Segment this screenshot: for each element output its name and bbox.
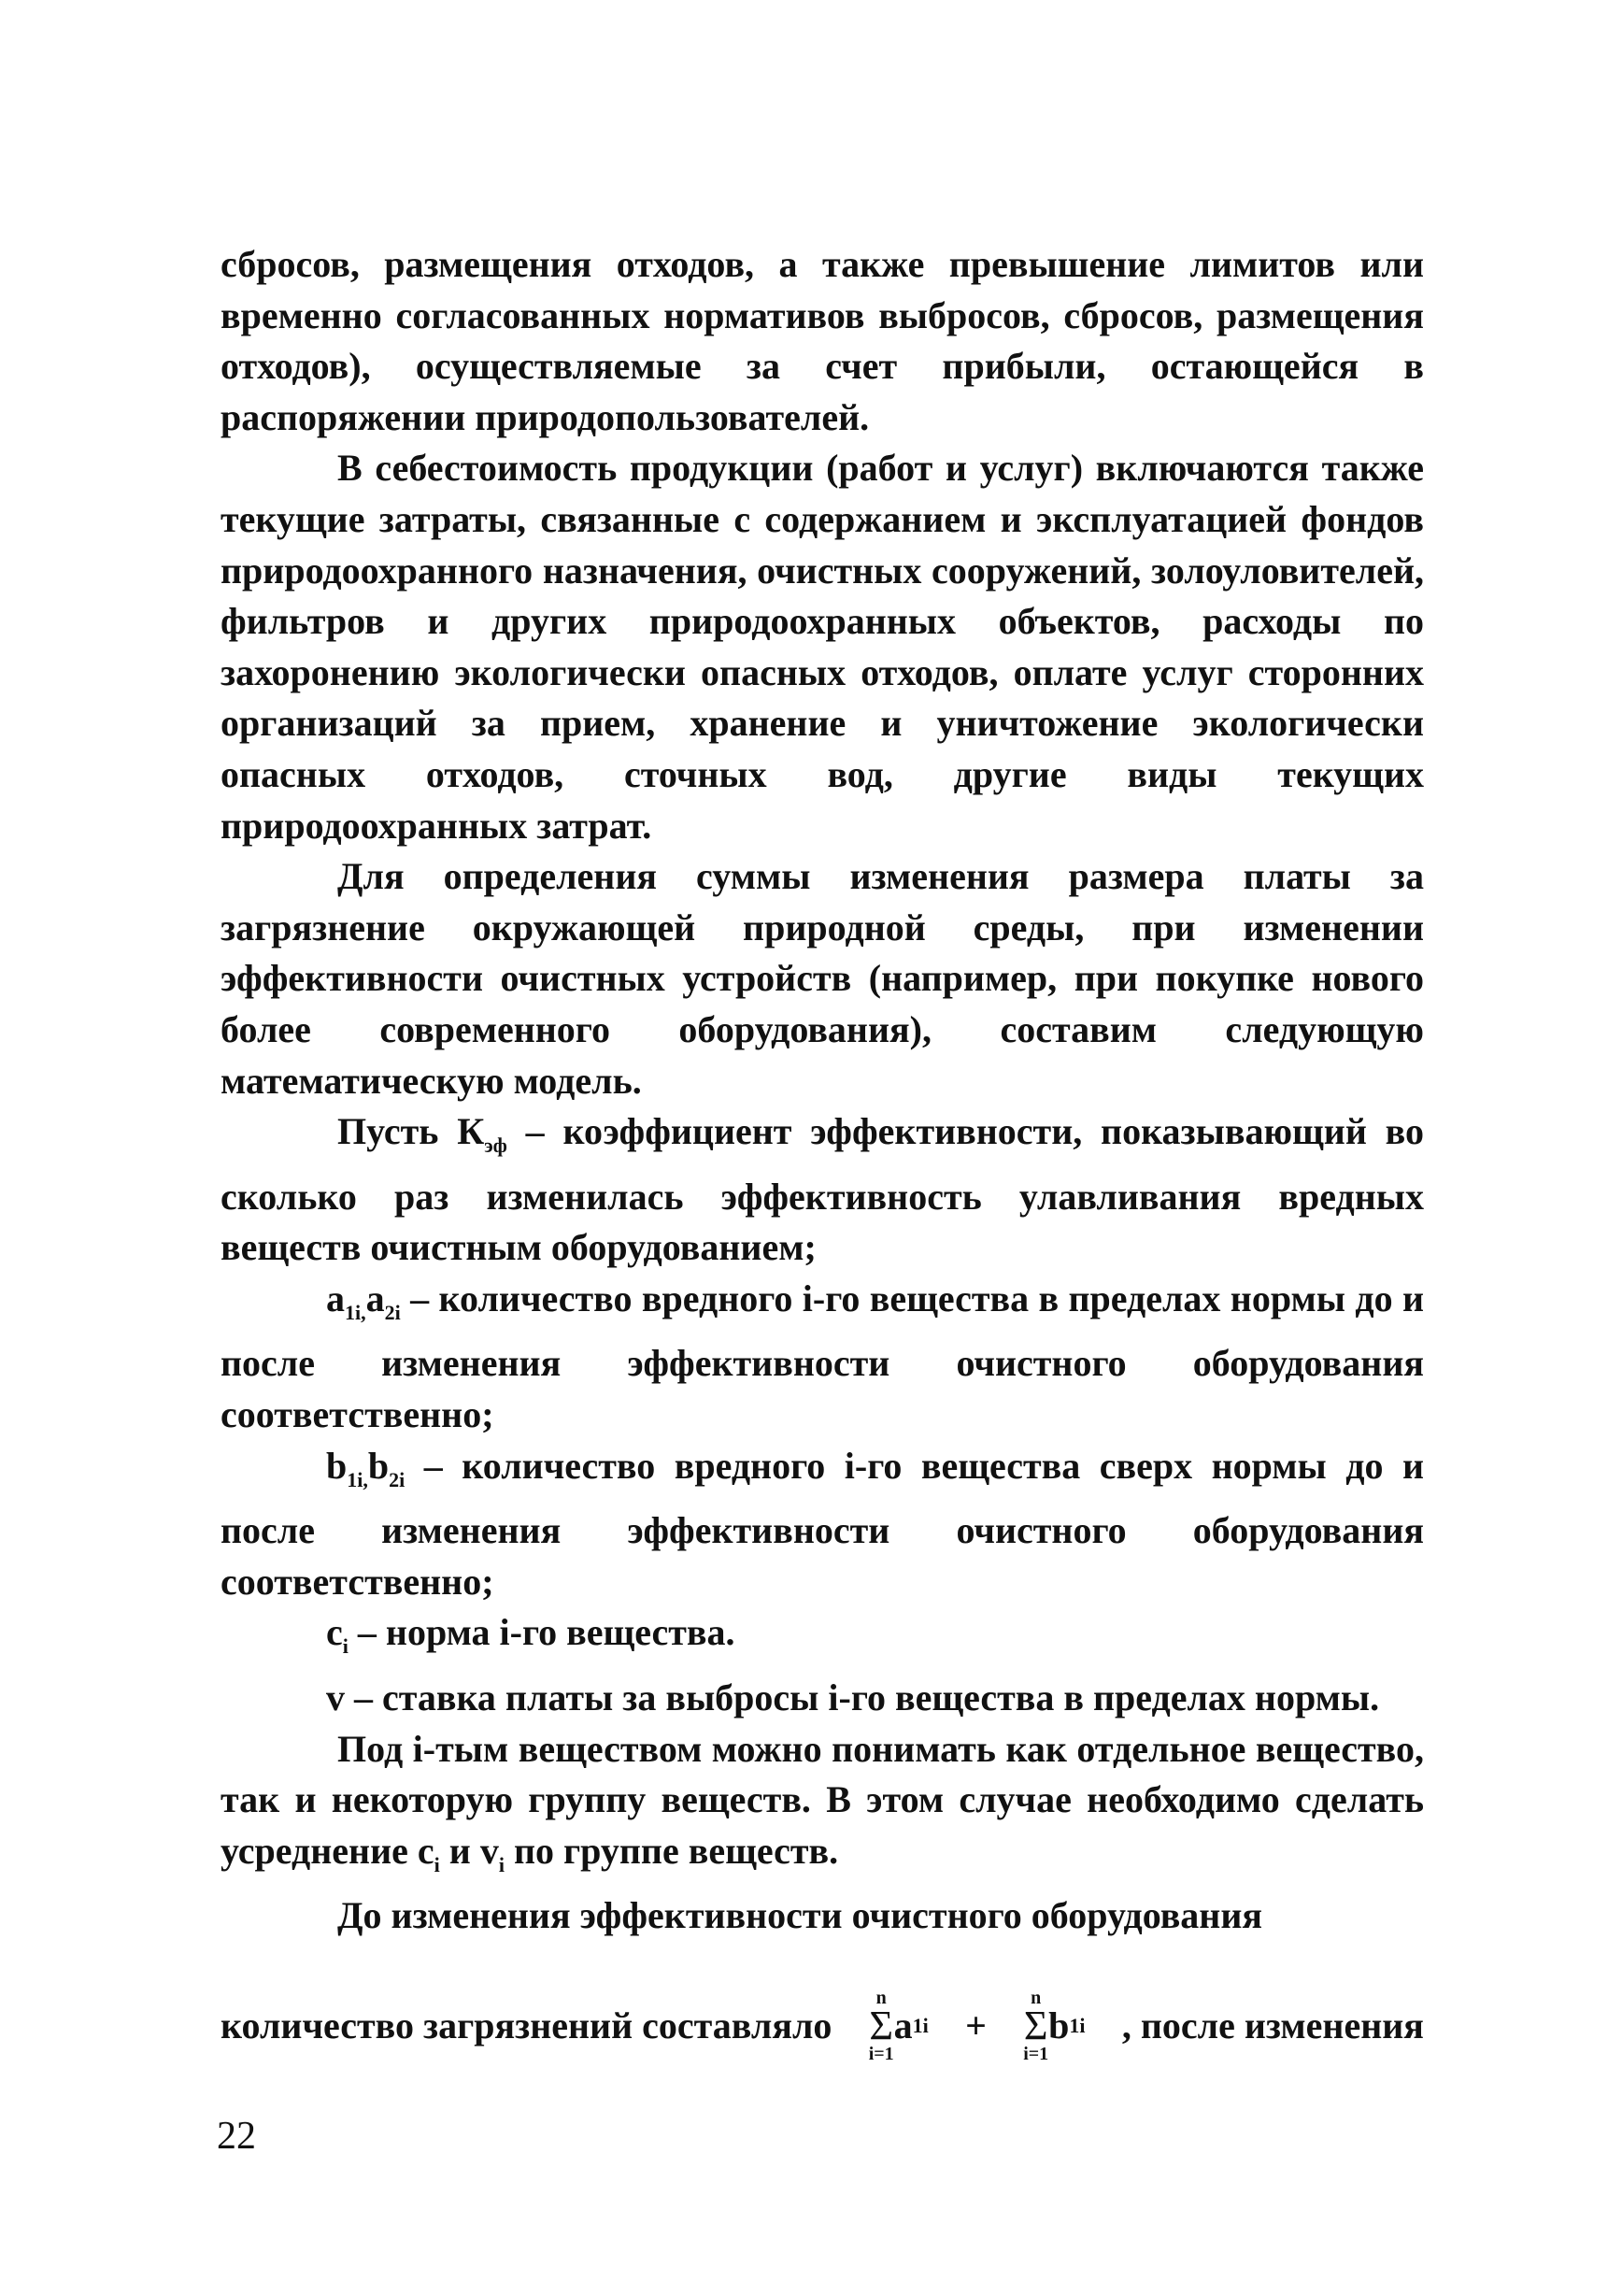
group-text-1: Под i-тым веществом можно понимать как отдельное вещество, так и некоторую группу веществ. В этом случае необходимо сделать усреднение c	[221, 1727, 1424, 1872]
plus-sign: +	[965, 2004, 987, 2046]
c-definition-text: – норма i-го вещества.	[348, 1611, 735, 1654]
sum-a-upper-limit: n	[875, 1988, 887, 2008]
paragraph-continuation: сбросов, размещения отходов, а также превышение лимитов или временно согласованных нормативов выбросов, сбросов, размещения отходов), осуществляемые за счет прибыли, остающейся в распоряжении природопользователей.	[221, 243, 1424, 438]
body-text	[221, 239, 1424, 2063]
k-subscript: эф	[484, 1134, 507, 1158]
a-definition-text: – количество вредного i-го вещества в пределах нормы до и после изменения эффективности очистного оборудования соответственно;	[221, 1276, 1424, 1436]
b-definition-text: – количество вредного i-го вещества сверх нормы до и после изменения эффективности очистного оборудования соответственно;	[221, 1444, 1424, 1603]
paragraph-model-intro: Для определения суммы изменения размера платы за загрязнение окружающей природной среды, при изменении эффективности очистных устройств (например, при покупке нового более современного оборудования), составим следующую математическую модель.	[221, 855, 1424, 1102]
sum-b-subscript: 1i	[1069, 2013, 1086, 2037]
sum-a-lower-limit: i=1	[868, 2043, 894, 2064]
paragraph-before-change: До изменения эффективности очистного оборудования	[337, 1894, 1263, 1937]
definition-a	[221, 1274, 1424, 1441]
v-avg-subscript: i	[498, 1852, 505, 1876]
sum-a-term	[869, 1989, 929, 2063]
c-subscript: i	[342, 1634, 349, 1659]
sum-b-term	[1023, 1989, 1085, 2063]
b1-symbol: b	[326, 1444, 348, 1487]
b2-subscript: 2i	[389, 1467, 406, 1491]
k-symbol: Пусть К	[337, 1110, 485, 1153]
c-symbol: c	[326, 1611, 343, 1654]
b2-symbol: b	[367, 1444, 390, 1487]
a2-subscript: 2i	[384, 1300, 401, 1324]
definition-c	[221, 1607, 1424, 1673]
sigma-a: Σ	[869, 2003, 893, 2048]
a1-symbol: a	[326, 1276, 345, 1319]
sum-b-upper-limit: n	[1031, 1988, 1042, 2008]
definition-b	[221, 1441, 1424, 1608]
definition-v: v – ставка платы за выбросы i-го вещества в пределах нормы.	[326, 1676, 1380, 1719]
sum-a-subscript: 1i	[912, 2013, 929, 2037]
formula-line	[221, 1989, 1424, 2063]
a1-subscript: 1i,	[345, 1300, 366, 1324]
sum-b-operator	[1023, 1989, 1048, 2063]
definition-k-eff	[221, 1106, 1424, 1274]
formula-lead-text: количество загрязнений составляло	[221, 2004, 832, 2046]
b1-subscript: 1i,	[347, 1467, 368, 1491]
paragraph-substance-group	[221, 1724, 1424, 1891]
k-definition-text: – коэффициент эффективности, показывающий во сколько раз изменилась эффективность улавливания вредных веществ очистным оборудованием;	[221, 1110, 1424, 1269]
paragraph-cost-inclusion: В себестоимость продукции (работ и услуг) включаются также текущие затраты, связанные с содержанием и эксплуатацией фондов природоохранного назначения, очистных сооружений, золоуловителей, фильтров и других природоохранных объектов, расходы по захоронению экологически опасных отходов, оплате услуг сторонних организаций за прием, хранение и уничтожение экологически опасных отходов, сточных вод, другие виды текущих природоохранных затрат.	[221, 447, 1424, 847]
a2-symbol: a	[365, 1276, 385, 1319]
formula-tail-text: , после изменения	[1121, 2004, 1424, 2046]
group-text-2: по группе веществ.	[504, 1829, 839, 1872]
sum-a-variable: a	[893, 2004, 913, 2046]
sum-b-variable: b	[1048, 2004, 1070, 2046]
sum-a-operator	[869, 1989, 894, 2063]
sum-b-lower-limit: i=1	[1023, 2043, 1049, 2064]
c-avg-subscript: i	[434, 1852, 440, 1876]
sigma-b: Σ	[1023, 2003, 1048, 2048]
page-number: 22	[217, 2115, 256, 2158]
group-and-v: и v	[439, 1829, 499, 1872]
